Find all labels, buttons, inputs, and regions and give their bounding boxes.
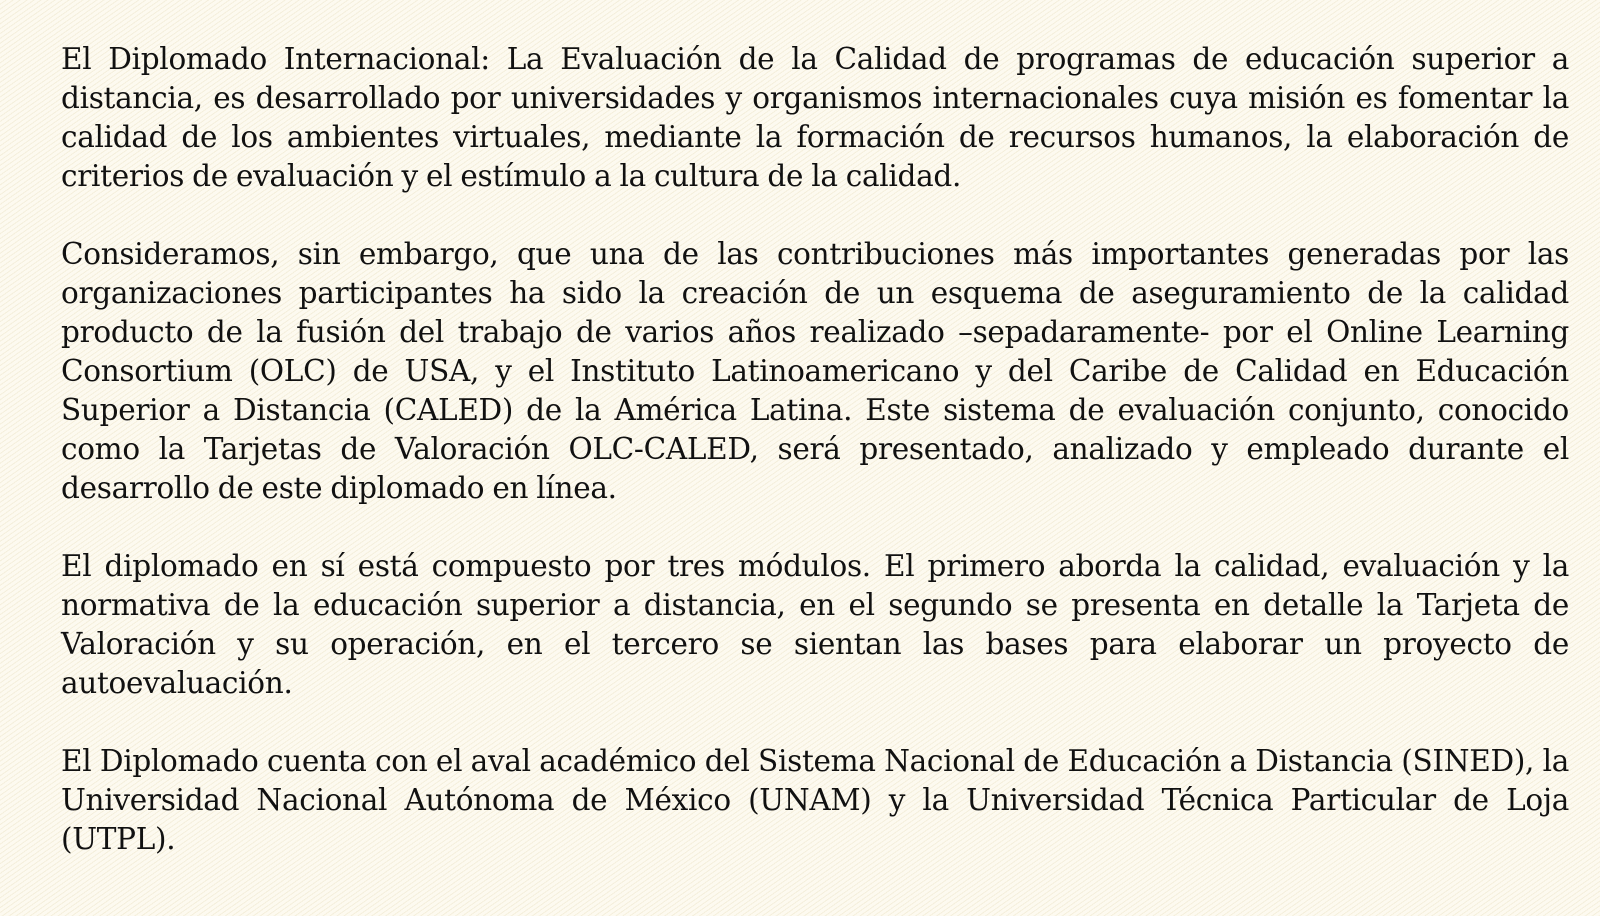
- paragraph-endorsement: El Diplomado cuenta con el aval académico del Sistema Nacional de Educación a Distancia (SINED), la Universidad Nacional Autónoma de México (UNAM) y la Universidad Técnica Particular de Loja (UTPL).: [61, 744, 1569, 856]
- paragraph-intro: El Diplomado Internacional: La Evaluación de la Calidad de programas de educación superior a distancia, es desarrollado por universidades y organismos internacionales cuya misión es fomentar la calidad de los ambientes virtuales, mediante la formación de recursos humanos, la elaboración de criterios de evaluación y el estímulo a la cultura de la calidad.: [61, 42, 1569, 193]
- paragraph-contributions: Consideramos, sin embargo, que una de las contribuciones más importantes generadas por las organizaciones participantes ha sido la creación de un esquema de aseguramiento de la calidad producto de la fusión del trabajo de varios años realizado –sepadaramente- por el Online Learning Consortium (OLC) de USA, y el Instituto Latinoamericano y del Caribe de Calidad en Educación Superior a Distancia (CALED) de la América Latina. Este sistema de evaluación conjunto, conocido como la Tarjetas de Valoración OLC-CALED, será presentado, analizado y empleado durante el desarrollo de este diplomado en línea.: [61, 237, 1569, 505]
- paragraph-modules: El diplomado en sí está compuesto por tres módulos. El primero aborda la calidad, evaluación y la normativa de la educación superior a distancia, en el segundo se presenta en detalle la Tarjeta de Valoración y su operación, en el tercero se sientan las bases para elaborar un proyecto de autoevaluación.: [61, 549, 1569, 700]
- document-body: [61, 40, 1569, 859]
